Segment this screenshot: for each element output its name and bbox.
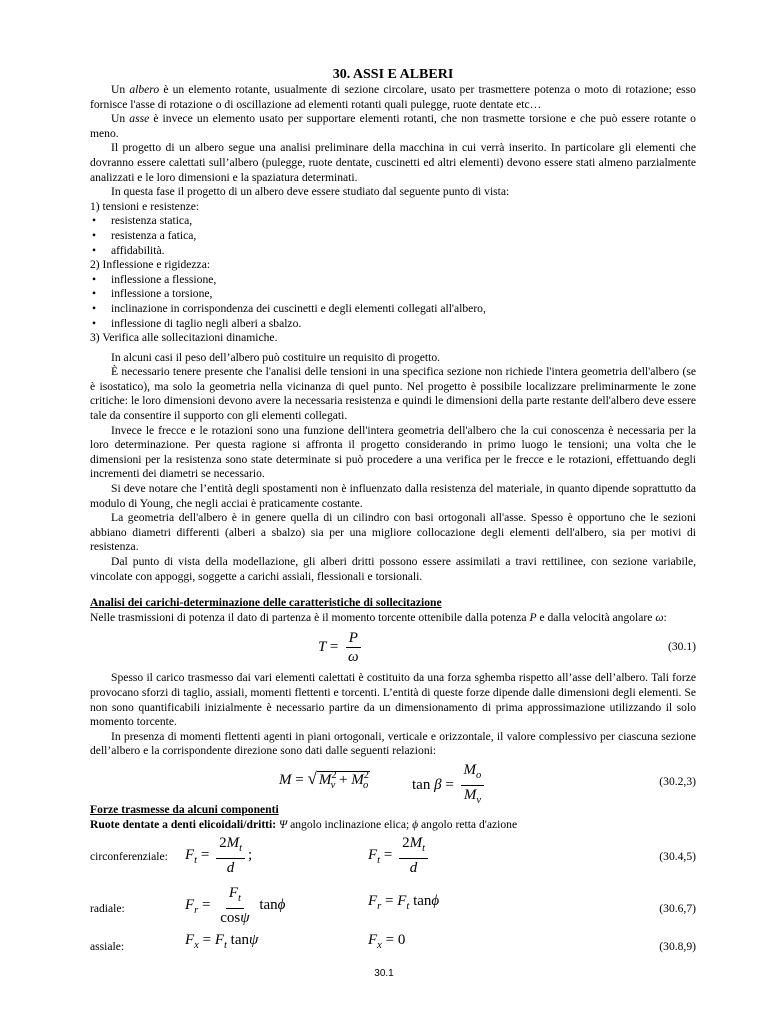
formula-axial-force-1: $F_x = F_t$ tanψ	[185, 932, 259, 952]
formula-torque: T = $\frac{P}{\omega}$	[318, 629, 365, 666]
list-item: • inflessione a flessione,	[90, 273, 696, 288]
paragraph-asse: Un asse è invece un elemento usato per supportare elementi rotanti, che non trasmette torsione e che può essere rotante o meno.	[90, 112, 696, 140]
paragraph-spostamenti: Si deve notare che l’entità degli spostamenti non è influenzato dalla resistenza del materiale, in quanto dipende soprattutto da modulo di Young, che negli acciai è praticamente costante.	[90, 482, 696, 510]
equation-number: (30.2,3)	[659, 774, 696, 788]
paragraph-geometria: La geometria dell'albero è in genere quella di un cilindro con basi ortogonali all'asse. Spesso è opportuno che le sezioni abbiano diametri differenti (alberi a sbalzo) sia per una migliore collocazione degli elementi dell'albero, sia per motivi di resistenza.	[90, 511, 696, 554]
group-title-tensioni: 1) tensioni e resistenze:	[90, 199, 200, 213]
formula-tangential-force-2: $F_t$ = $\frac{2M_t}{d}$	[368, 834, 431, 877]
forces-table	[90, 832, 696, 1022]
label-radiale: radiale:	[90, 902, 125, 916]
section-title-forze: Forze trasmesse da alcuni componenti	[90, 802, 279, 816]
label-circonferenziale: circonferenziale:	[90, 850, 168, 864]
subtitle-ruote-dentate: Ruote dentate a denti elicoidali/dritti: Ψ angolo inclinazione elica; ϕ angolo retta d'azione	[90, 817, 518, 831]
equation-number: (30.4,5)	[659, 850, 696, 864]
paragraph-momenti-flettenti: In presenza di momenti flettenti agenti in piani ortogonali, verticale e orizzontale, il valore complessivo per ciascuna sezione dell’albero e la corrispondente direzione sono dati dalle seguenti relazioni:	[90, 729, 696, 758]
paragraph-modellazione: Dal punto di vista della modellazione, gli alberi dritti possono essere assimilati a travi rettilinee, con sezione variabile, vincolate con appoggi, soggette a carichi assiali, flessionali e torsionali.	[90, 555, 696, 583]
paragraph-albero: Un albero è un elemento rotante, usualmente di sezione circolare, usato per trasmettere potenza o moto di rotazione; esso fornisce l'asse di rotazione o di oscillazione ad elementi rotanti quali pulegge, ruote dentate etc…	[90, 83, 696, 111]
paragraph-analisi-tensioni: È necessario tenere presente che l'analisi delle tensioni in una specifica sezione non richiede l'intera geometria dell'albero (se è isostatico), ma solo la geometria nella vicinanza di quel punto. Nel progetto è possibile localizzare preliminarmente le zone critiche: le loro dimensioni devono avere la necessaria resistenza e quindi le dimensioni della parte restante dell'albero deve essere tale da consentire il supporto con gli elementi collegati.	[90, 365, 696, 423]
group-title-inflessione: 2) Inflessione e rigidezza:	[90, 258, 211, 272]
label-assiale: assiale:	[90, 940, 125, 954]
paragraph-progetto: Il progetto di un albero segue una analisi preliminare della macchina in cui verrà inserito. In particolare gli elementi che dovranno essere calettati sull’albero (pulegge, ruote dentate, cuscinetti ed altri elementi) devono essere stati almeno parzialmente analizzati e le loro dimensioni e la spaziatura determinati.	[90, 141, 696, 184]
list-item: • inflessione di taglio negli alberi a sbalzo.	[90, 317, 696, 332]
equation-30-2-3	[90, 759, 696, 806]
document-page	[90, 66, 696, 1022]
group-title-verifica: 3) Verifica alle sollecitazioni dinamiche.	[90, 331, 278, 345]
page-title: 30. ASSI E ALBERI	[332, 67, 454, 82]
paragraph-frecce: Invece le frecce e le rotazioni sono una funzione dell'intera geometria dell'albero che la cui conoscenza è necessaria per la loro determinazione. Per questa ragione si affronta il progetto considerando in primo luogo le tensioni; una volta che le dimensioni per la resistenza sono state determinate si può procedere a una verifica per le frecce e le rotazioni, effettuando degli incrementi dei diametri se necessario.	[90, 423, 696, 481]
list-item: • inclinazione in corrispondenza dei cuscinetti e degli elementi collegati all'albero,	[90, 302, 696, 317]
list-item: • affidabilità.	[90, 244, 696, 259]
paragraph-momento-torcente: Nelle trasmissioni di potenza il dato di partenza è il momento torcente ottenibile dalla potenza P e dalla velocità angolare ω:	[90, 610, 667, 624]
equation-30-1	[90, 625, 696, 671]
list-item: • resistenza a fatica,	[90, 229, 696, 244]
equation-number: (30.6,7)	[659, 902, 696, 916]
equation-number: (30.1)	[667, 640, 696, 654]
list-item: • inflessione a torsione,	[90, 287, 696, 302]
formula-resultant-moment: M = √ $M^2_v + M^2_o$	[279, 768, 369, 791]
page-number: 30.1	[374, 968, 394, 979]
formula-tangential-force-1: $F_t$ = $\frac{2M_t}{d}$ ;	[185, 835, 253, 877]
paragraph-fase: In questa fase il progetto di un albero deve essere studiato dal seguente punto di vista:	[111, 185, 510, 199]
formula-radial-force-1: $F_r$ = $\frac{F_t}{\cos\psi}$ tanϕ	[185, 885, 286, 927]
paragraph-peso: In alcuni casi il peso dell’albero può costituire un requisito di progetto.	[111, 350, 441, 364]
equation-number: (30.8,9)	[659, 940, 696, 954]
list-tensioni	[90, 214, 696, 258]
formula-direction: tan β = $\frac{M_o}{M_v}$	[412, 761, 487, 810]
section-title-analisi: Analisi dei carichi-determinazione delle caratteristiche di sollecitazione	[90, 596, 442, 610]
list-item: • resistenza statica,	[90, 214, 696, 229]
list-inflessione	[90, 273, 696, 331]
formula-axial-force-2: $F_x = 0$	[368, 932, 406, 952]
paragraph-carico-sghembo: Spesso il carico trasmesso dai vari elementi calettati è costituito da una forza sghemba rispetto all’asse dell’albero. Tali forze provocano sforzi di taglio, assiali, momenti flettenti e torcenti. L’entità di queste forze dipende dalle dimensioni degli elementi. Se non sono quantificabili inizialmente è necessario partire da un dimensionamento di prima approssimazione utilizzando il solo momento torcente.	[90, 671, 696, 729]
formula-radial-force-2: $F_r = F_t$ tanϕ	[368, 893, 440, 913]
